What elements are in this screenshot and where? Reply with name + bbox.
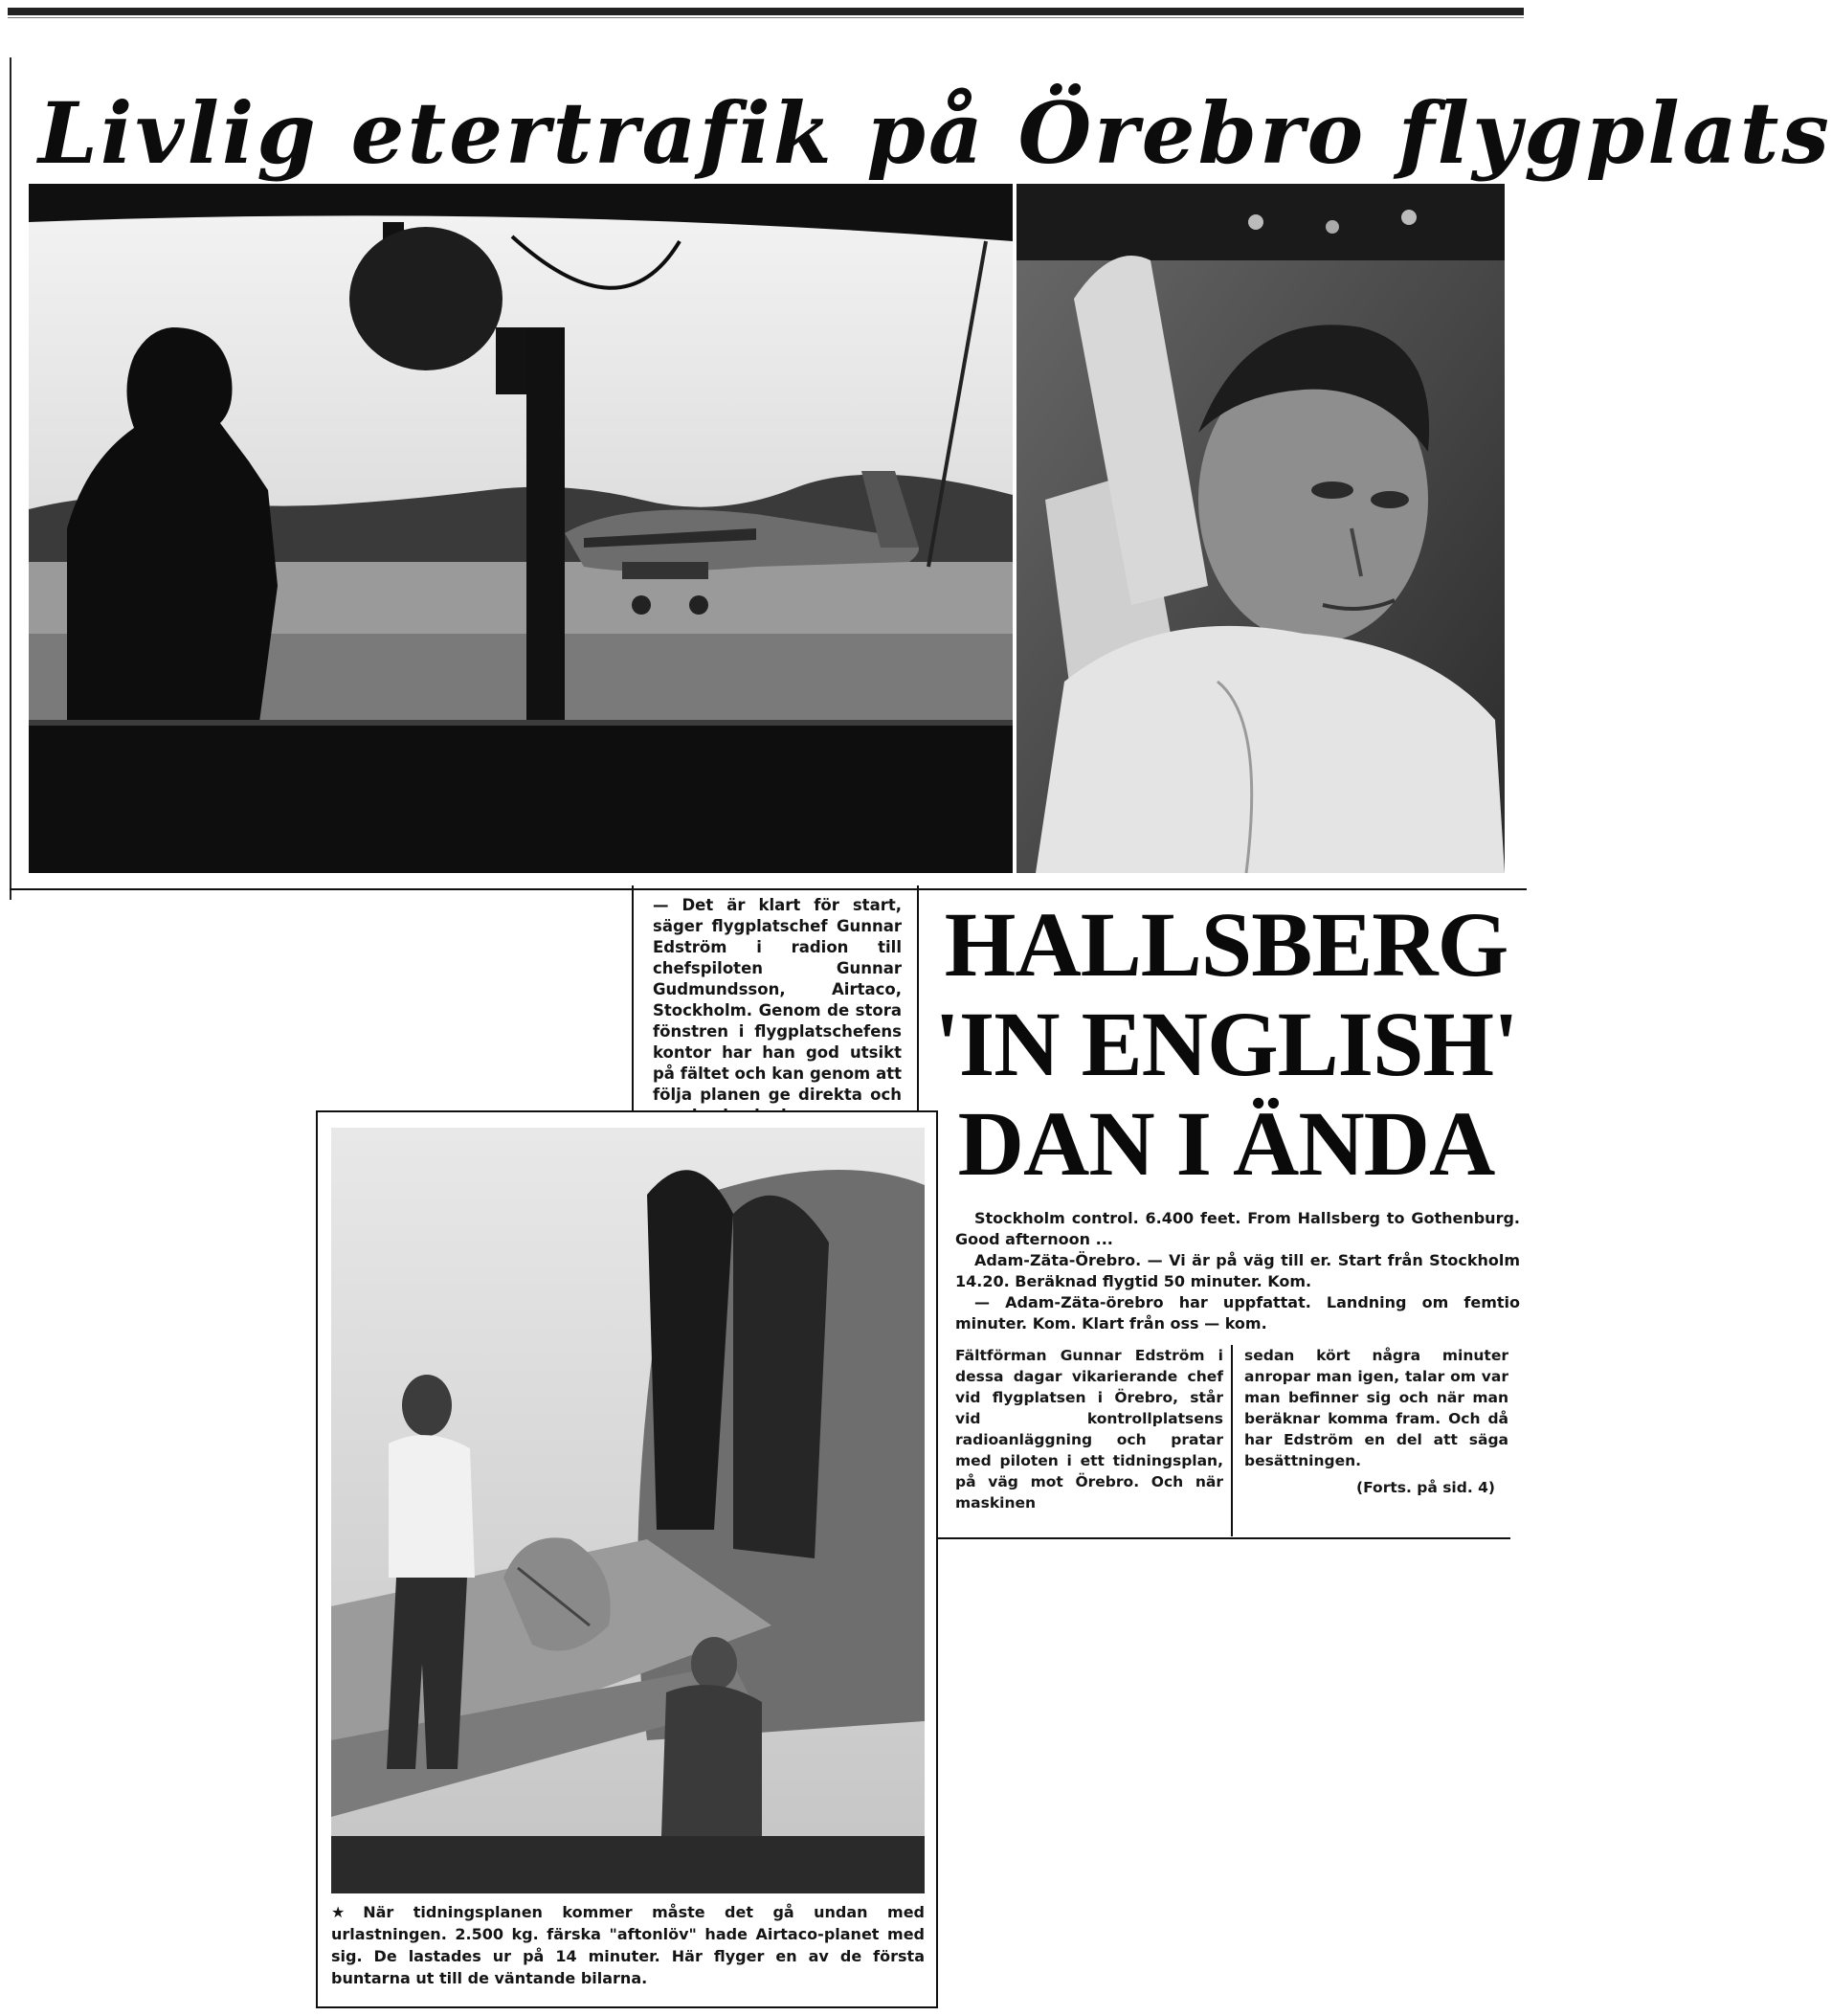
article-column-right-text: sedan kört några minuter anropar man igen, talar om var man befinner sig och när man beräknar komma fram. Och då har Edström en del att säga besättningen. xyxy=(1244,1347,1508,1469)
star-icon: ★ xyxy=(331,1903,360,1921)
radio-line-3: — Adam-Zäta-örebro har uppfattat. Landning om femtio minuter. Kom. Klart från oss — kom. xyxy=(955,1293,1520,1333)
control-tower-illustration xyxy=(29,184,1013,873)
photo-pilot-cockpit xyxy=(1017,184,1505,873)
unloading-illustration xyxy=(331,1128,925,1893)
article-column-left: Fältförman Gunnar Edström i dessa dagar vikarierande chef vid flygplatsen i Örebro, står vid kontrollplatsens radioanläggning och pratar med piloten i ett tidningsplan, på väg mot Örebro. Och när maskinen xyxy=(955,1345,1233,1536)
caption-top-photo: — Det är klart för start, säger flygplatschef Gunnar Edström i radion till chefspiloten Gunnar Gudmundsson, Airtaco, Stockholm. Genom de stora fönstren i flygplatschefens kontor har han god utsikt på fältet och kan genom att följa planen ge direkta och xyxy=(632,885,919,1125)
big-headline xyxy=(930,893,1522,1195)
pilot-illustration xyxy=(1017,184,1505,873)
top-rule-thin xyxy=(8,17,1524,18)
big-headline-line-3: DAN I ÄNDA xyxy=(957,1092,1495,1195)
big-headline-line-2: 'IN ENGLISH' xyxy=(934,993,1518,1095)
caption-bottom-photo xyxy=(331,1901,925,2001)
continuation-reference: (Forts. på sid. 4) xyxy=(1356,1479,1495,1496)
radio-transcript xyxy=(955,1208,1520,1333)
left-margin-rule xyxy=(10,57,11,900)
radio-line-1: Stockholm control. 6.400 feet. From Hallsberg to Gothenburg. Good afternoon ... xyxy=(955,1209,1520,1248)
top-rule xyxy=(8,8,1524,15)
photo-unloading-newspapers xyxy=(331,1128,925,1893)
caption-bottom-text: När tidningsplanen kommer måste det gå undan med urlastningen. 2.500 kg. färska "aftonlöv" hade Airtaco-planet med sig. De lastades ur på 14 minuter. Här flyger en av de första buntarna ut till de väntande bilarna. xyxy=(331,1903,925,1987)
radio-line-2: Adam-Zäta-Örebro. — Vi är på väg till er. Start från Stockholm 14.20. Beräknad flygtid 50 minuter. Kom. xyxy=(955,1251,1520,1290)
photo-control-tower xyxy=(29,184,1013,873)
column-bottom-rule xyxy=(938,1537,1510,1539)
article-column-right xyxy=(1244,1345,1508,1536)
page-headline: Livlig etertrafik på Örebro flygplats xyxy=(38,83,1832,183)
big-headline-line-1: HALLSBERG xyxy=(944,893,1508,996)
